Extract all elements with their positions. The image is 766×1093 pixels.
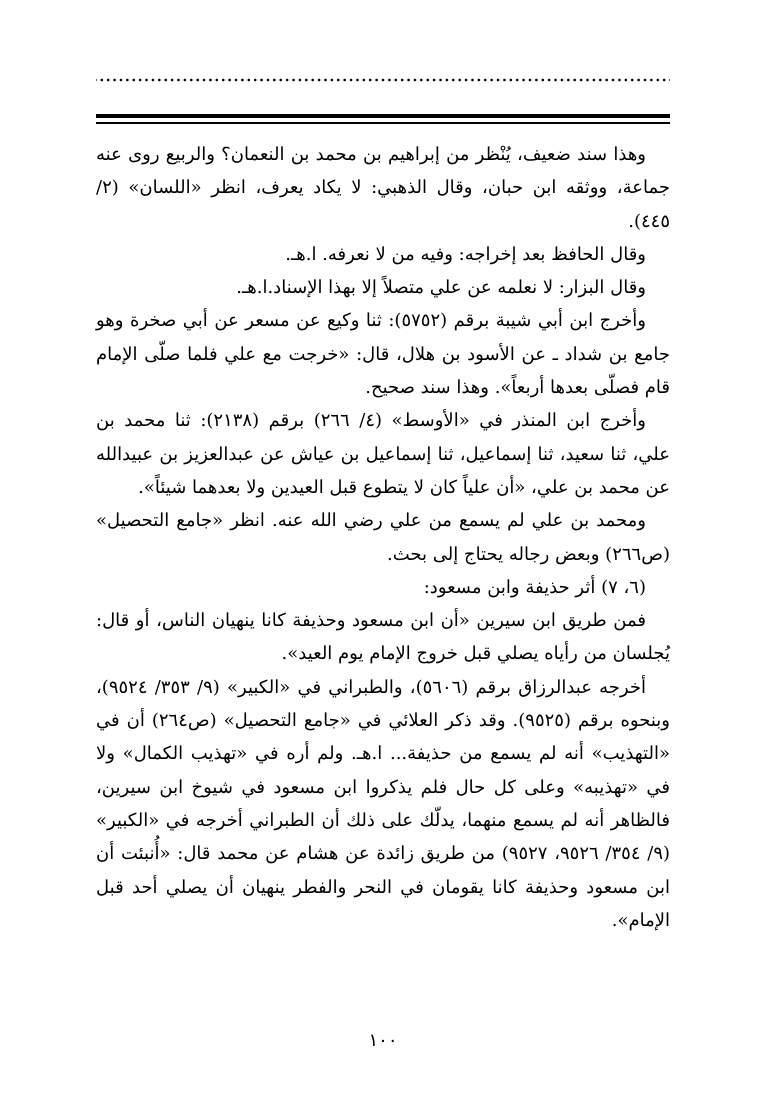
section-heading: (٦، ٧) أثر حذيفة وابن مسعود:: [423, 576, 646, 598]
header-rule-thick: [96, 114, 670, 118]
paragraph: فمن طريق ابن سيرين «أن ابن مسعود وحذيفة كانا ينهيان الناس، أو قال: يُجلسان من رأياه يصلي قبل خروج الإمام يوم العيد».: [96, 610, 670, 665]
paragraph: وأخرج ابن أبي شيبة برقم (٥٧٥٢): ثنا وكيع عن مسعر عن أبي صخرة وهو جامع بن شداد ـ عن الأسود بن هلال، قال: «خرجت مع علي فلما صلّى الإمام قام فصلّى بعدها أربعاً». وهذا سند صحيح.: [96, 310, 670, 399]
paragraph: وأخرج ابن المنذر في «الأوسط» (٤/ ٢٦٦) برقم (٢١٣٨): ثنا محمد بن علي، ثنا سعيد، ثنا إسماعيل، ثنا إسماعيل بن عياش عن عبدالعزيز بن عبيدالله عن محمد بن علي، «أن علياً كان لا يتطوع قبل العيدين ولا بعدهما شيئاً».: [96, 410, 670, 498]
page-number: ١٠٠: [368, 1030, 398, 1051]
paragraph: وهذا سند ضعيف، يُنْظر من إبراهيم بن محمد بن النعمان؟ والربيع روى عنه جماعة، ووثقه ابن حبان، وقال الذهبي: لا يكاد يعرف، انظر «اللسان» (٢/ ٤٤٥).: [96, 144, 670, 232]
dotted-header-line: [96, 76, 670, 84]
paragraph: وقال الحافظ بعد إخراجه: وفيه من لا نعرفه. ا.هـ.: [285, 243, 646, 265]
paragraph: ومحمد بن علي لم يسمع من علي رضي الله عنه. انظر «جامع التحصيل» (ص٢٦٦) وبعض رجاله يحتاج إلى بحث.: [96, 510, 670, 565]
header-rule-thin: [96, 122, 670, 124]
body-text: [96, 138, 670, 937]
paragraph: وقال البزار: لا نعلمه عن علي متصلاً إلا بهذا الإسناد.ا.هـ.: [236, 277, 646, 299]
paragraph: أخرجه عبدالرزاق برقم (٥٦٠٦)، والطبراني في «الكبير» (٩/ ٣٥٣/ ٩٥٢٤)، وبنحوه برقم (٩٥٢٥). وقد ذكر العلائي في «جامع التحصيل» (ص٢٦٤) أن في «التهذيب» أنه لم يسمع من حذيفة... ا.هـ. ولم أره في «تهذيب الكمال» ولا في «تهذيبه» وعلى كل حال فلم يذكروا ابن مسعود في شيوخ ابن سيرين، فالظاهر أنه لم يسمع منهما، يدلّك على ذلك أن الطبراني أخرجه في «الكبير» (٩/ ٣٥٤/ ٩٥٢٦، ٩٥٢٧) من طريق زائدة عن هشام عن محمد قال: «أُنبئت أن ابن مسعود وحذيفة كانا يقومان في النحر والفطر ينهيان أن يصلي أحد قبل الإمام».: [96, 676, 671, 931]
